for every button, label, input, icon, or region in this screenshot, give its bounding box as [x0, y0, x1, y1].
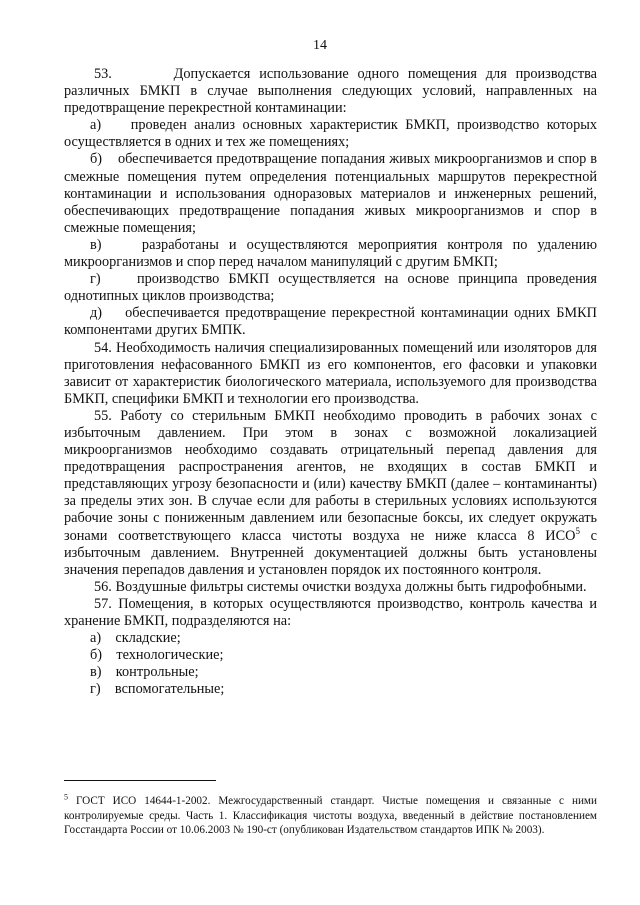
body-text: [64, 66, 597, 698]
list-item-53b: б) обеспечивается предотвращение попадания живых микроорганизмов и спор в смежные помещения путем определения потенциальных маршрутов перекрестной контаминации и использования одноразовых материалов и инженерных решений, обеспечивающих предотвращение попадания живых микроорганизмов и спор в смежные помещения;: [64, 151, 597, 236]
page-number: 14: [313, 38, 327, 53]
paragraph-54: 54. Необходимость наличия специализированных помещений или изоляторов для приготовления нефасованного БМКП из его компонентов, его фасовки и упаковки зависит от характеристик биологического материала, используемого для производства БМКП, специфики БМКП и технологии его производства.: [64, 339, 597, 407]
list-item-53d: д) обеспечивается предотвращение перекрестной контаминации одних БМКП компонентами других БМПК.: [64, 305, 597, 339]
paragraph-56: 56. Воздушные фильтры системы очистки воздуха должны быть гидрофобными.: [94, 578, 587, 595]
list-item-53v: в) разработаны и осуществляются мероприятия контроля по удалению микроорганизмов и спор перед началом манипуляций с другим БМКП;: [64, 236, 597, 271]
list-item-53a: а) проведен анализ основных характеристик БМКП, производство которых осуществляется в одних и тех же помещениях;: [64, 117, 597, 151]
list-item-57a: а) складские;: [90, 630, 181, 647]
paragraph-55: [64, 408, 597, 579]
footnote: [64, 794, 597, 838]
list-item-57v: в) контрольные;: [90, 664, 199, 681]
list-item-53g: г) производство БМКП осуществляется на основе принципа проведения однотипных циклов производства;: [64, 271, 597, 305]
paragraph-55-text-before: 55. Работу со стерильным БМКП необходимо проводить в рабочих зонах с избыточным давлением. При этом в зонах с возможной локализацией микроорганизмов необходимо создавать отрицательный перепад давления для предотвращения распространения агентов, не входящих в состав БМКП и представляющих угрозу безопасности и (или) качеству БМКП (далее – контаминанты) за пределы этих зон. В случае если для работы в стерильных условиях используются рабочие зоны с пониженным давлением или безопасные боксы, их следует окружать зонами соответствующего класса чистоты воздуха не ниже класса 8 ИСО: [64, 407, 597, 544]
list-item-57b: б) технологические;: [90, 647, 224, 664]
paragraph-55-text-after: с избыточным давлением. Внутренней документацией должны быть установлены значения перепадов давления и установлен порядок их постоянного контроля.: [64, 527, 597, 578]
footnote-text: ГОСТ ИСО 14644-1-2002. Межгосударственный стандарт. Чистые помещения и связанные с ними контролируемые среды. Часть 1. Классификация чистоты воздуха, введенный в действие постановлением Госстандарта России от 10.06.2003 № 190-ст (опубликован Издательством стандартов ИПК № 2003).: [64, 795, 597, 837]
paragraph-57: 57. Помещения, в которых осуществляются производство, контроль качества и хранение БМКП, подразделяются на:: [64, 595, 597, 629]
footnote-mark: 5: [64, 792, 68, 802]
paragraph-53: 53. Допускается использование одного помещения для производства различных БМКП в случае выполнения следующих условий, направленных на предотвращение перекрестной контаминации:: [64, 66, 597, 117]
list-item-57g: г) вспомогательные;: [90, 681, 225, 698]
footnote-reference: 5: [575, 525, 580, 536]
footnote-divider: [64, 780, 216, 781]
